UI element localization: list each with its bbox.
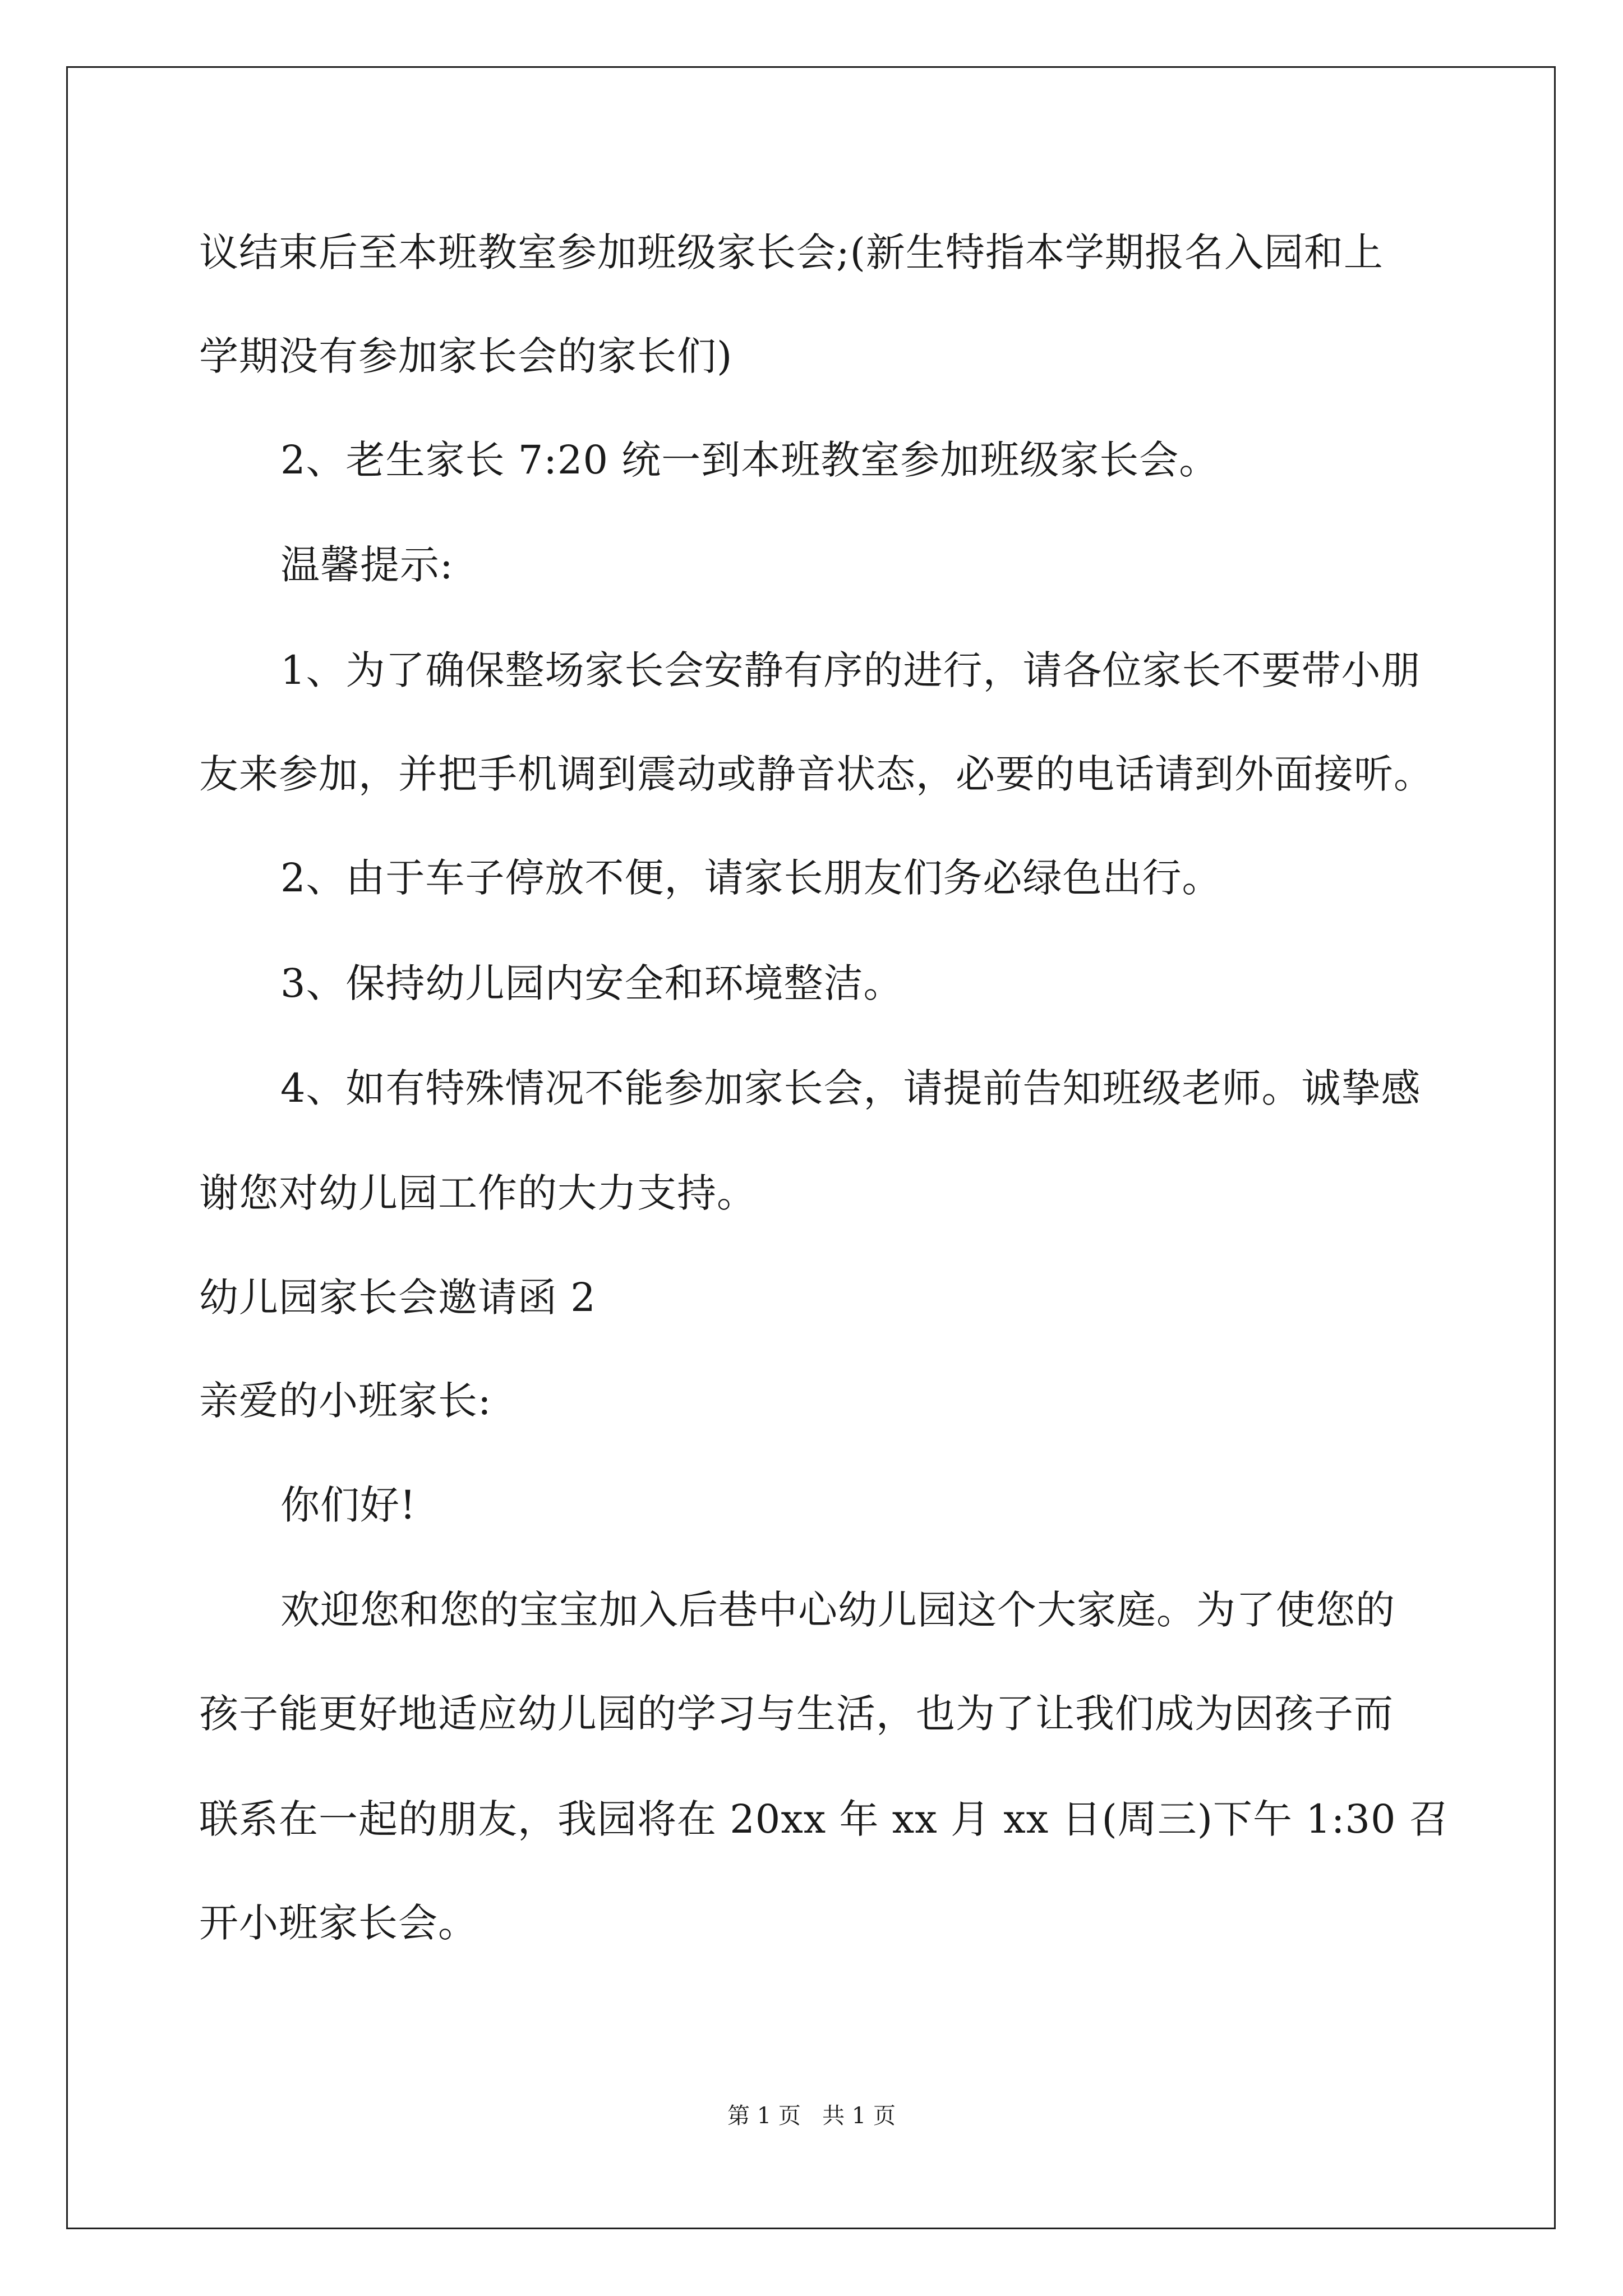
text-line: 2、由于车子停放不便，请家长朋友们务必绿色出行。 (280, 855, 1222, 901)
text-line: 孩子能更好地适应幼儿园的学习与生活，也为了让我们成为因孩子而 (199, 1691, 1394, 1737)
section-heading: 温馨提示: (280, 542, 454, 588)
text-line: 谢您对幼儿园工作的大力支持。 (199, 1170, 757, 1216)
text-line: 欢迎您和您的宝宝加入后巷中心幼儿园这个大家庭。为了使您的 (280, 1587, 1395, 1633)
text-line: 2、老生家长 7:20 统一到本班教室参加班级家长会。 (280, 437, 1219, 483)
text-line: 议结束后至本班教室参加班级家长会;(新生特指本学期报名入园和上 (199, 229, 1384, 275)
salutation: 亲爱的小班家长: (199, 1378, 492, 1424)
text-line: 3、保持幼儿园内安全和环境整洁。 (280, 960, 903, 1006)
text-line: 友来参加，并把手机调到震动或静音状态，必要的电话请到外面接听。 (199, 751, 1433, 797)
text-line: 1、为了确保整场家长会安静有序的进行，请各位家长不要带小朋 (280, 647, 1421, 693)
page-footer: 第 1 页 共 1 页 (727, 2103, 896, 2129)
text-line: 开小班家长会。 (199, 1900, 478, 1946)
text-line: 4、如有特殊情况不能参加家长会，请提前告知班级老师。诚挚感 (280, 1065, 1421, 1111)
document-title: 幼儿园家长会邀请函 2 (199, 1274, 596, 1320)
text-line: 学期没有参加家长会的家长们) (199, 333, 733, 379)
text-line: 联系在一起的朋友，我园将在 20xx 年 xx 月 xx 日(周三)下午 1:30 召 (199, 1796, 1449, 1842)
greeting: 你们好! (280, 1482, 417, 1528)
